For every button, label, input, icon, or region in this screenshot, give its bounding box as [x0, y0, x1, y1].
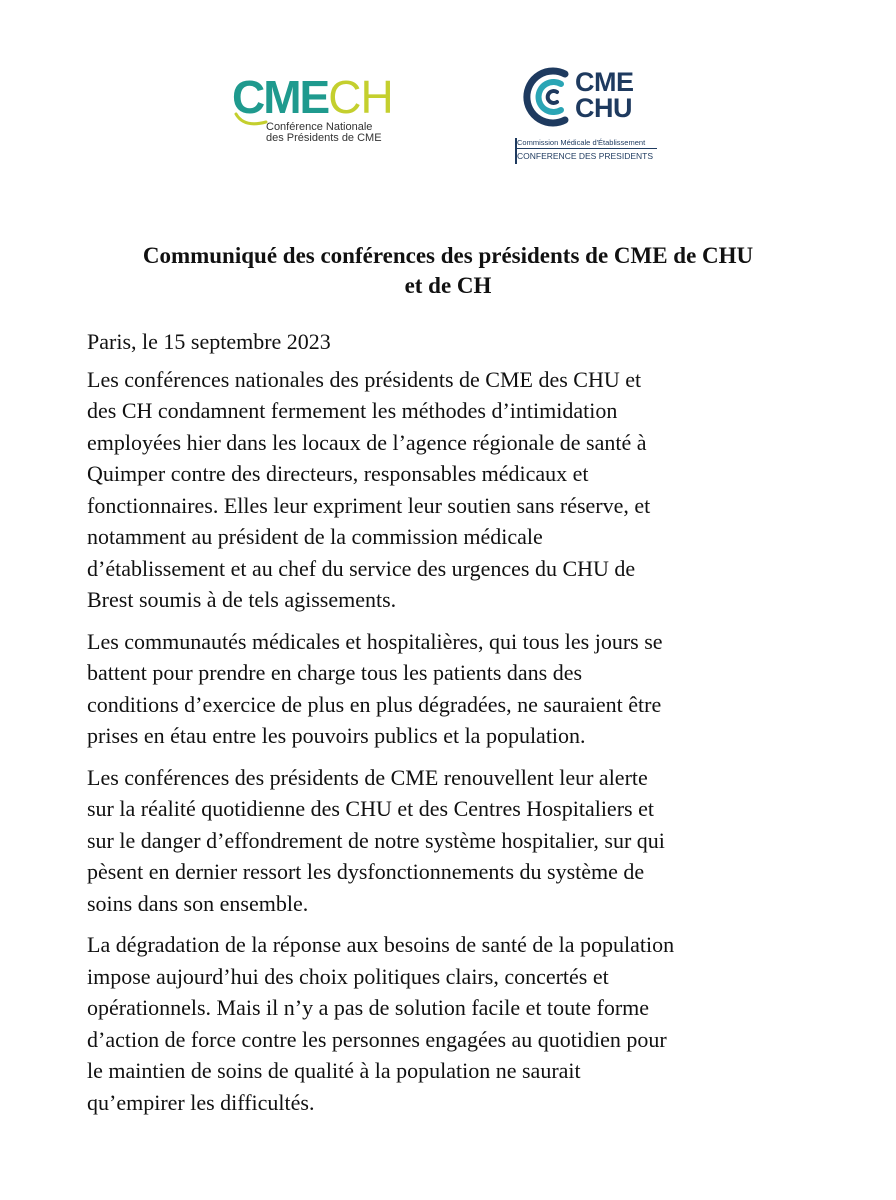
paragraph-line: conditions d’exercice de plus en plus dégradées, ne sauraient être — [87, 691, 662, 717]
paragraph-3 — [87, 762, 823, 920]
paragraph-line: impose aujourd’hui des choix politiques clairs, concertés et — [87, 963, 609, 989]
cmech-subtitle — [266, 122, 382, 144]
cmech-wordmark-ch: CH — [328, 71, 393, 123]
document-title — [60, 241, 836, 301]
paragraph-line: fonctionnaires. Elles leur expriment leur soutien sans réserve, et — [87, 492, 651, 518]
paragraph-line: Les communautés médicales et hospitalières, qui tous les jours se — [87, 628, 663, 654]
paragraph-line: pèsent en dernier ressort les dysfonctionnements du système de — [87, 859, 645, 884]
paragraph-1 — [87, 364, 823, 616]
dateline: Paris, le 15 septembre 2023 — [87, 329, 331, 354]
paragraph-4 — [87, 929, 823, 1118]
paragraph-line: Les conférences des présidents de CME renouvellent leur alerte — [87, 764, 648, 790]
title-line-1: Communiqué des conférences des présidents de CME de CHU — [142, 243, 754, 268]
cmechu-conference: CONFERENCE DES PRESIDENTS — [517, 151, 654, 161]
paragraph-line: qu’empirer les difficultés. — [87, 1089, 315, 1115]
paragraph-line: d’établissement et au chef du service des urgences du CHU de — [87, 555, 636, 581]
cmechu-text-cme: CME — [575, 67, 634, 97]
cmech-logo — [232, 71, 402, 154]
paragraph-line: d’action de force contre les personnes engagées au quotidien pour — [87, 1026, 667, 1052]
title-line-2: et de CH — [404, 273, 492, 298]
paragraph-line: le maintien de soins de qualité à la population ne saurait — [87, 1058, 581, 1083]
cmechu-c-mark-icon — [519, 64, 577, 130]
cmech-subtitle-line-2: des Présidents de CME — [266, 132, 382, 144]
cmechu-commission: Commission Médicale d'Établissement — [517, 138, 657, 149]
cmech-swoosh-icon — [234, 110, 268, 130]
paragraph-line: des CH condamnent fermement les méthodes d’intimidation — [87, 398, 618, 423]
paragraph-line: Quimper contre des directeurs, responsables médicaux et — [87, 461, 589, 486]
paragraph-line: sur le danger d’effondrement de notre système hospitalier, sur qui — [87, 827, 665, 853]
paragraph-line: sur la réalité quotidienne des CHU et des Centres Hospitaliers et — [87, 796, 654, 821]
cmech-wordmark-cme: CME — [232, 71, 329, 123]
document-body — [87, 326, 823, 1128]
cmech-subtitle-line-1: Conférence Nationale — [266, 121, 373, 133]
cmechu-text-chu: CHU — [575, 93, 632, 123]
paragraph-line: employées hier dans les locaux de l’agence régionale de santé à — [87, 429, 647, 455]
paragraph-line: opérationnels. Mais il n’y a pas de solution facile et toute forme — [87, 995, 650, 1020]
paragraph-2 — [87, 626, 823, 752]
paragraph-line: prises en étau entre les pouvoirs publics et la population. — [87, 723, 586, 748]
paragraph-line: soins dans son ensemble. — [87, 890, 309, 916]
cmechu-logo — [515, 62, 665, 166]
paragraph-line: La dégradation de la réponse aux besoins de santé de la population — [87, 932, 675, 957]
paragraph-line: battent pour prendre en charge tous les patients dans des — [87, 660, 583, 685]
paragraph-line: Les conférences nationales des présidents de CME des CHU et — [87, 366, 642, 392]
paragraph-line: Brest soumis à de tels agissements. — [87, 587, 397, 612]
paragraph-line: notamment au président de la commission médicale — [87, 524, 543, 549]
